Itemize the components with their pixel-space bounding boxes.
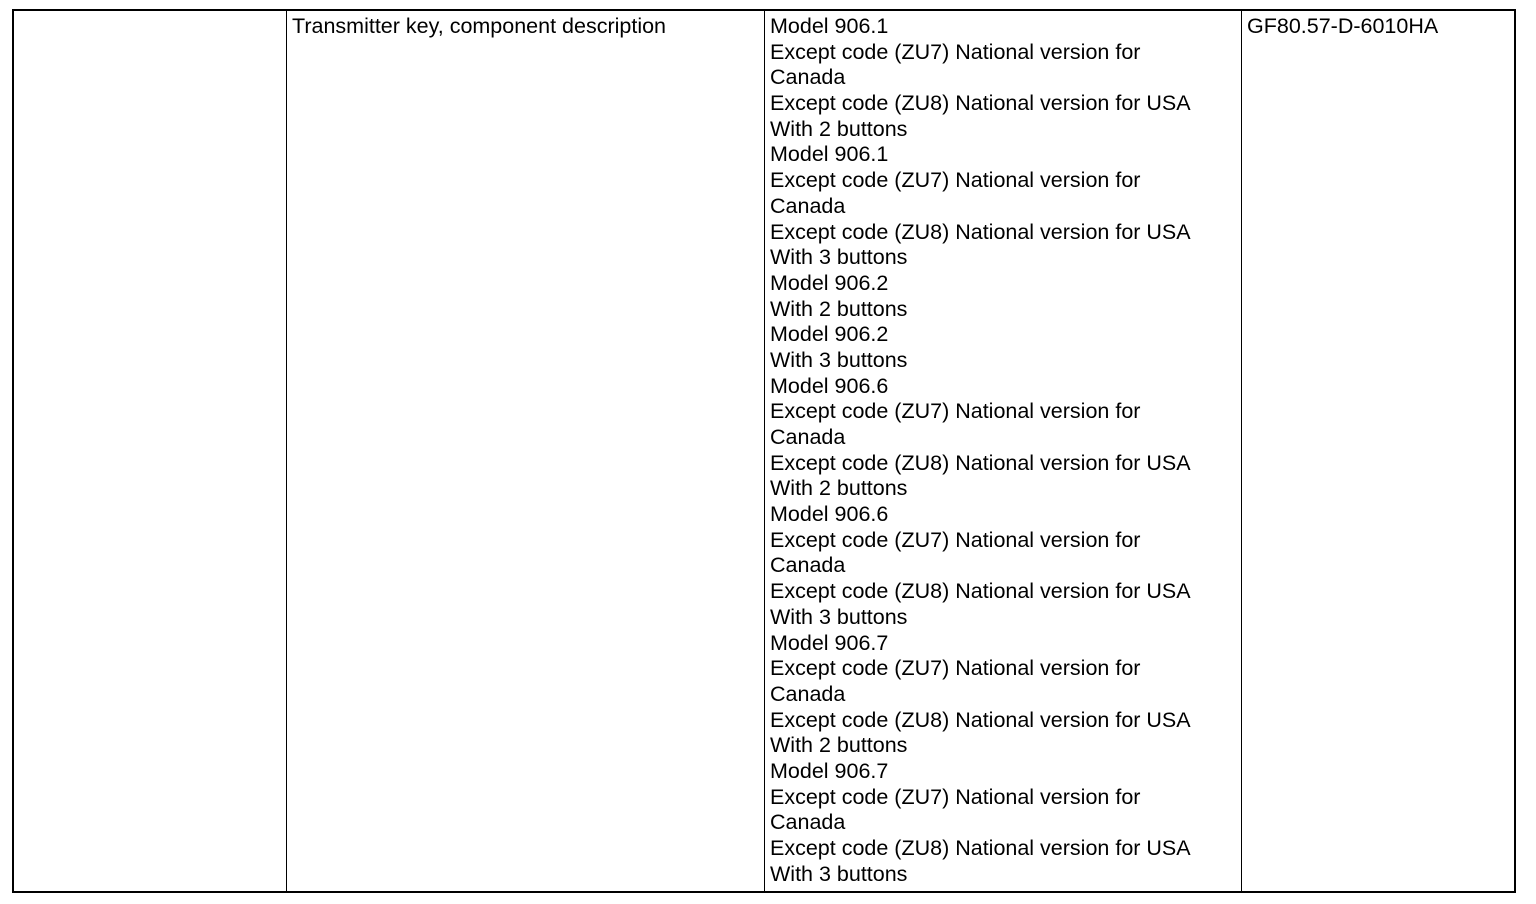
variant-line: Canada bbox=[770, 425, 846, 449]
variant-line: Model 906.6 bbox=[770, 502, 889, 527]
variant-line: Model 906.6 bbox=[770, 373, 889, 398]
variant-line: Canada bbox=[770, 193, 846, 218]
variant-line: Except code (ZU7) National version for bbox=[770, 656, 1141, 681]
variant-line: With 3 buttons bbox=[770, 245, 908, 270]
variant-line: Except code (ZU7) National version for bbox=[770, 784, 1141, 809]
variant-line: Model 906.7 bbox=[770, 758, 889, 783]
variant-line: Except code (ZU7) National version for bbox=[770, 39, 1141, 64]
variant-line: With 3 buttons bbox=[770, 861, 908, 886]
first-col-text bbox=[14, 11, 286, 14]
variant-line: With 3 buttons bbox=[770, 604, 908, 629]
variant-line: With 2 buttons bbox=[770, 116, 908, 141]
variant-line: Except code (ZU7) National version for bbox=[770, 399, 1141, 424]
variant-line: Except code (ZU8) National version for USA bbox=[770, 579, 1191, 604]
variant-line: Model 906.1 bbox=[770, 142, 889, 167]
variant-line: Model 906.2 bbox=[770, 270, 889, 295]
variant-block bbox=[770, 14, 1237, 142]
variant-line: Canada bbox=[770, 65, 846, 90]
variant-line: Canada bbox=[770, 553, 846, 578]
document-table bbox=[12, 9, 1516, 893]
variant-block bbox=[770, 142, 1237, 270]
variant-line: Except code (ZU8) National version for USA bbox=[770, 219, 1191, 244]
variant-block bbox=[770, 271, 1237, 322]
variant-line: Except code (ZU8) National version for USA bbox=[770, 707, 1191, 732]
variant-block bbox=[770, 631, 1237, 759]
table-cell-variants bbox=[765, 10, 1242, 892]
table-cell-component bbox=[287, 10, 765, 892]
variant-block bbox=[770, 374, 1237, 502]
variant-line: With 2 buttons bbox=[770, 476, 908, 501]
variant-block bbox=[770, 759, 1237, 887]
variant-line: Model 906.7 bbox=[770, 630, 889, 655]
variant-line: Except code (ZU8) National version for USA bbox=[770, 91, 1191, 116]
variant-block bbox=[770, 322, 1237, 373]
variant-line: Model 906.2 bbox=[770, 322, 889, 347]
variant-line: Canada bbox=[770, 810, 846, 835]
variant-line: With 2 buttons bbox=[770, 733, 908, 758]
variant-block bbox=[770, 502, 1237, 630]
table-row bbox=[13, 10, 1515, 892]
variant-line: Except code (ZU7) National version for bbox=[770, 527, 1141, 552]
variant-line: Except code (ZU8) National version for USA bbox=[770, 836, 1191, 860]
table-cell-empty bbox=[13, 10, 287, 892]
variant-line: Model 906.1 bbox=[770, 14, 889, 38]
variant-line: With 2 buttons bbox=[770, 296, 908, 321]
component-description: Transmitter key, component description bbox=[292, 14, 667, 38]
part-number: GF80.57-D-6010HA bbox=[1247, 14, 1439, 38]
variant-line: With 3 buttons bbox=[770, 347, 908, 372]
variant-line: Except code (ZU7) National version for bbox=[770, 168, 1141, 193]
variants-list bbox=[765, 11, 1241, 887]
variant-line: Except code (ZU8) National version for USA bbox=[770, 450, 1191, 475]
table-cell-part-number bbox=[1242, 10, 1516, 892]
variant-line: Canada bbox=[770, 681, 846, 706]
